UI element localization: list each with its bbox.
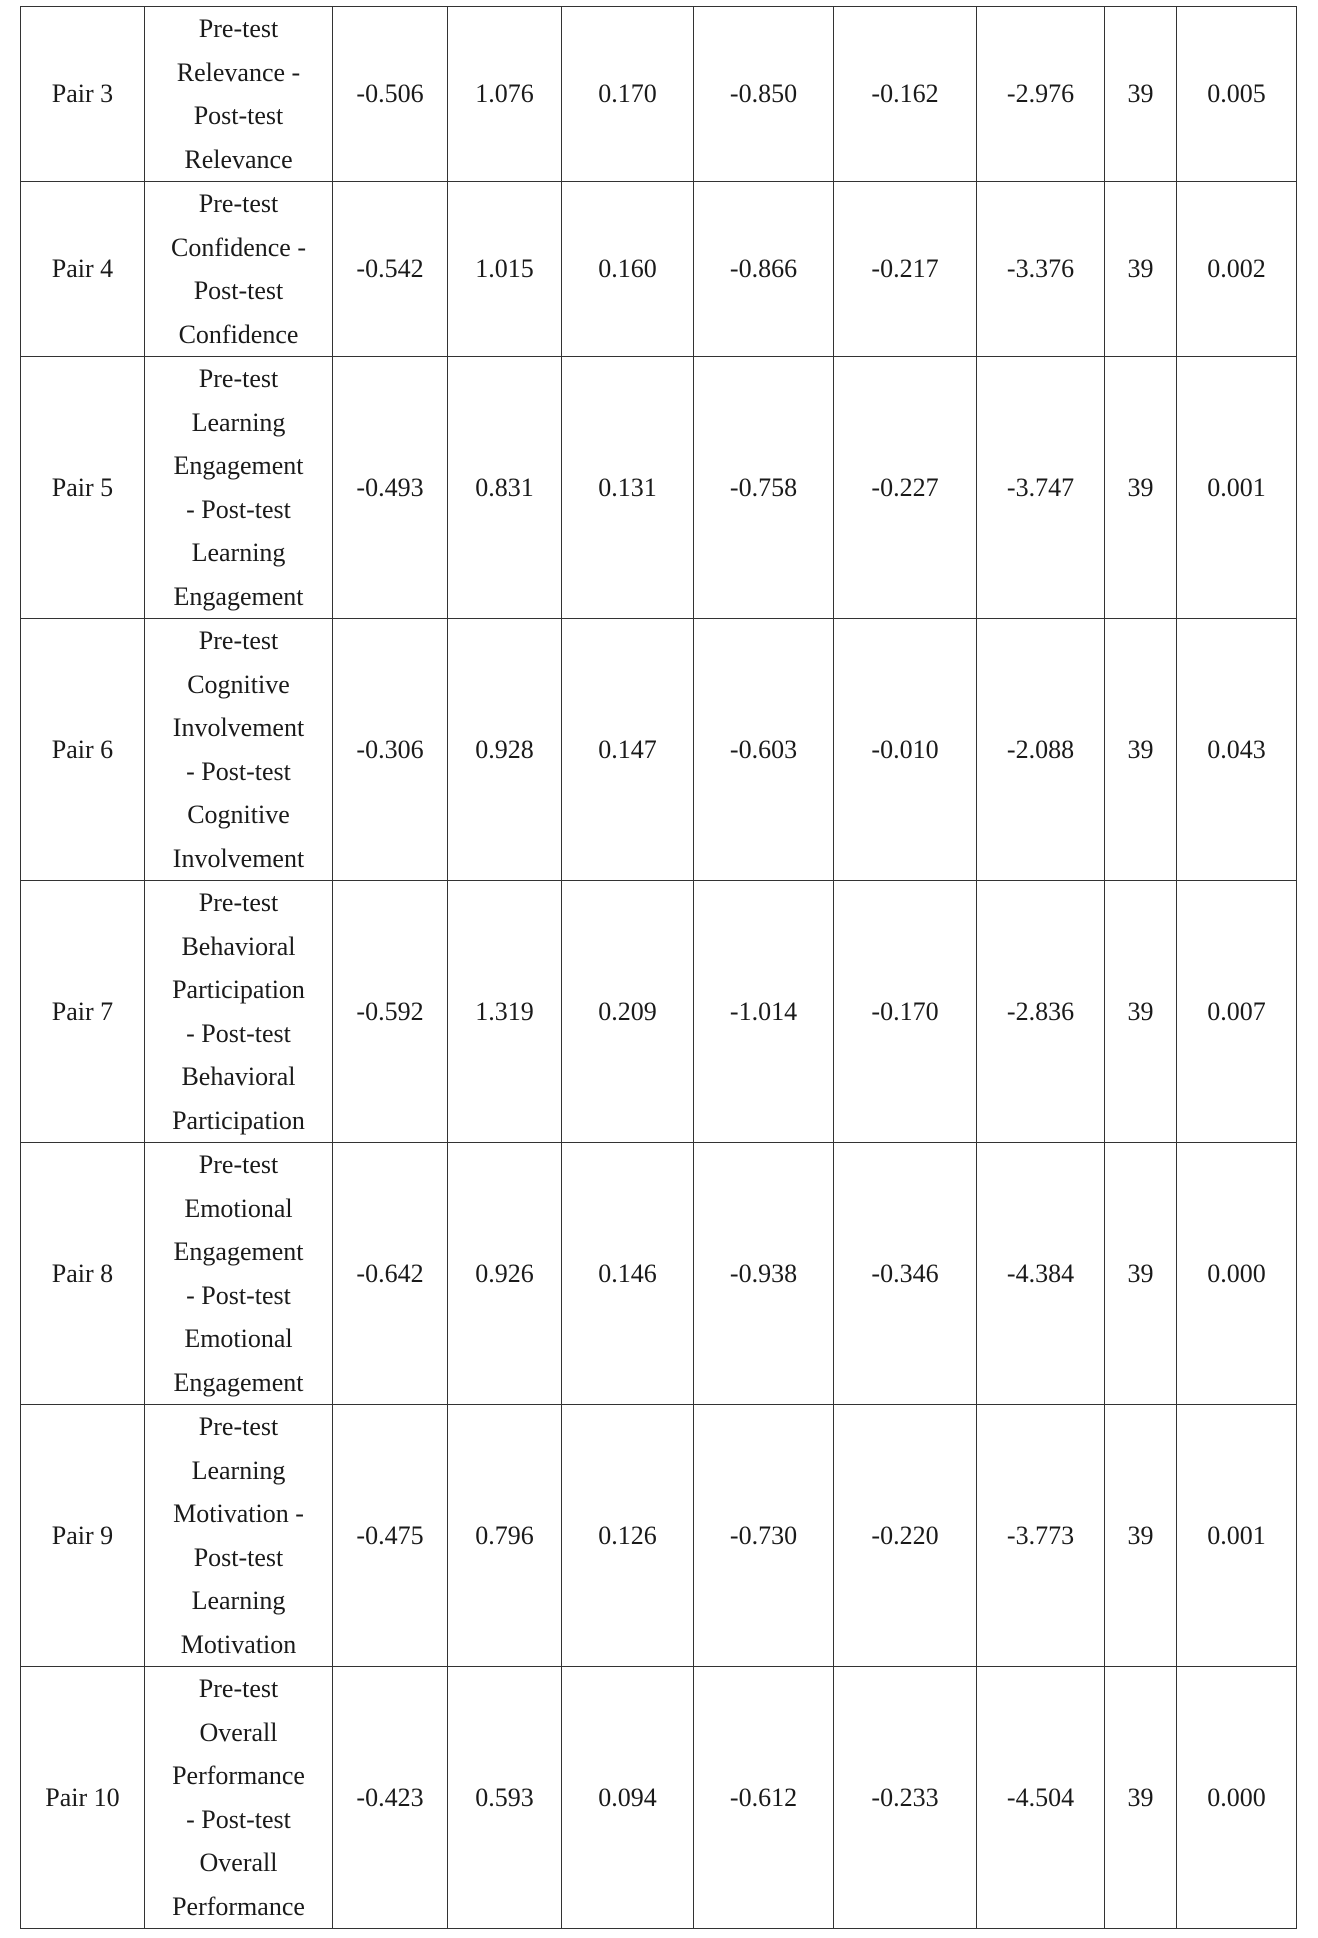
variable-pair-line: Overall <box>199 1848 278 1877</box>
pair-label-cell: Pair 5 <box>21 357 145 619</box>
sig-cell: 0.001 <box>1177 357 1297 619</box>
table-row <box>21 619 1297 881</box>
variable-pair-line: - Post-test <box>186 1280 291 1310</box>
df-cell: 39 <box>1105 619 1177 881</box>
std-deviation-cell: 0.928 <box>448 619 562 881</box>
t-value-cell: -3.773 <box>977 1405 1105 1667</box>
variable-pair-line: - Post-test <box>186 1018 291 1048</box>
variable-pair-line: Emotional <box>184 1324 293 1353</box>
pair-label-cell: Pair 6 <box>21 619 145 881</box>
variable-pair-line: Relevance <box>184 144 293 174</box>
table-row <box>21 881 1297 1143</box>
variable-pair-line: - Post-test <box>186 1804 291 1834</box>
variable-pair-line: Involvement <box>172 843 305 873</box>
t-value-cell: -4.384 <box>977 1143 1105 1405</box>
df-cell: 39 <box>1105 182 1177 357</box>
std-deviation-cell: 0.796 <box>448 1405 562 1667</box>
variable-pair-line: Pre-test <box>198 626 279 655</box>
variable-pair-line: Post-test <box>193 101 284 130</box>
pair-label-cell: Pair 3 <box>21 7 145 182</box>
variable-pair-line: - Post-test <box>186 756 291 786</box>
table-row <box>21 182 1297 357</box>
variable-pair-cell <box>145 182 333 357</box>
pair-label-cell: Pair 9 <box>21 1405 145 1667</box>
sig-cell: 0.002 <box>1177 182 1297 357</box>
ci-lower-cell: -0.603 <box>694 619 834 881</box>
df-cell: 39 <box>1105 1405 1177 1667</box>
mean-difference-cell: -0.592 <box>333 881 448 1143</box>
sig-cell: 0.000 <box>1177 1667 1297 1929</box>
variable-pair-line: Relevance - <box>176 57 301 87</box>
variable-pair-line: Overall <box>199 1717 278 1747</box>
variable-pair-line: Performance <box>172 1761 305 1790</box>
variable-pair-line: Participation <box>172 1105 305 1135</box>
paired-samples-table <box>20 6 1297 1929</box>
table-row <box>21 7 1297 182</box>
df-cell: 39 <box>1105 1143 1177 1405</box>
std-deviation-cell: 0.831 <box>448 357 562 619</box>
sig-cell: 0.000 <box>1177 1143 1297 1405</box>
ci-lower-cell: -0.612 <box>694 1667 834 1929</box>
sig-cell: 0.007 <box>1177 881 1297 1143</box>
mean-difference-cell: -0.475 <box>333 1405 448 1667</box>
pair-label-cell: Pair 10 <box>21 1667 145 1929</box>
variable-pair-line: Confidence <box>178 319 299 349</box>
std-error-mean-cell: 0.094 <box>562 1667 694 1929</box>
variable-pair-line: Engagement <box>173 451 304 480</box>
std-deviation-cell: 0.926 <box>448 1143 562 1405</box>
df-cell: 39 <box>1105 1667 1177 1929</box>
pair-label-cell: Pair 4 <box>21 182 145 357</box>
mean-difference-cell: -0.542 <box>333 182 448 357</box>
variable-pair-line: Pre-test <box>198 1412 279 1441</box>
variable-pair-line: Pre-test <box>198 14 279 43</box>
variable-pair-line: Involvement <box>172 713 305 742</box>
ci-upper-cell: -0.220 <box>834 1405 977 1667</box>
ci-lower-cell: -0.866 <box>694 182 834 357</box>
variable-pair-line: Engagement <box>173 1367 304 1397</box>
std-error-mean-cell: 0.209 <box>562 881 694 1143</box>
t-value-cell: -2.836 <box>977 881 1105 1143</box>
mean-difference-cell: -0.423 <box>333 1667 448 1929</box>
variable-pair-line: Cognitive <box>187 800 290 829</box>
t-value-cell: -2.976 <box>977 7 1105 182</box>
variable-pair-line: Behavioral <box>181 1062 296 1091</box>
ci-lower-cell: -0.758 <box>694 357 834 619</box>
ci-upper-cell: -0.233 <box>834 1667 977 1929</box>
sig-cell: 0.005 <box>1177 7 1297 182</box>
t-value-cell: -3.376 <box>977 182 1105 357</box>
pair-label-cell: Pair 7 <box>21 881 145 1143</box>
sig-cell: 0.001 <box>1177 1405 1297 1667</box>
variable-pair-line: Motivation <box>180 1629 297 1659</box>
std-error-mean-cell: 0.147 <box>562 619 694 881</box>
sig-cell: 0.043 <box>1177 619 1297 881</box>
mean-difference-cell: -0.642 <box>333 1143 448 1405</box>
table-row <box>21 1143 1297 1405</box>
mean-difference-cell: -0.306 <box>333 619 448 881</box>
std-error-mean-cell: 0.160 <box>562 182 694 357</box>
std-error-mean-cell: 0.126 <box>562 1405 694 1667</box>
table-row <box>21 1667 1297 1929</box>
ci-lower-cell: -0.938 <box>694 1143 834 1405</box>
variable-pair-cell <box>145 1405 333 1667</box>
variable-pair-line: Post-test <box>193 276 284 305</box>
ci-upper-cell: -0.170 <box>834 881 977 1143</box>
variable-pair-line: Emotional <box>184 1193 293 1223</box>
variable-pair-line: Engagement <box>173 1237 304 1266</box>
ci-lower-cell: -0.850 <box>694 7 834 182</box>
std-error-mean-cell: 0.131 <box>562 357 694 619</box>
variable-pair-line: Behavioral <box>181 931 296 961</box>
df-cell: 39 <box>1105 357 1177 619</box>
ci-upper-cell: -0.227 <box>834 357 977 619</box>
variable-pair-line: Cognitive <box>187 669 290 699</box>
ci-upper-cell: -0.162 <box>834 7 977 182</box>
variable-pair-cell <box>145 619 333 881</box>
variable-pair-cell <box>145 7 333 182</box>
df-cell: 39 <box>1105 7 1177 182</box>
variable-pair-cell <box>145 357 333 619</box>
std-deviation-cell: 1.015 <box>448 182 562 357</box>
t-value-cell: -4.504 <box>977 1667 1105 1929</box>
table-row <box>21 1405 1297 1667</box>
variable-pair-line: Pre-test <box>198 364 279 393</box>
variable-pair-line: Motivation - <box>173 1499 304 1528</box>
variable-pair-line: Learning <box>191 1586 286 1615</box>
ci-lower-cell: -1.014 <box>694 881 834 1143</box>
ci-upper-cell: -0.346 <box>834 1143 977 1405</box>
variable-pair-line: Engagement <box>173 581 304 611</box>
variable-pair-line: Post-test <box>193 1542 284 1572</box>
variable-pair-line: Learning <box>191 407 286 437</box>
variable-pair-line: Pre-test <box>198 189 279 218</box>
df-cell: 39 <box>1105 881 1177 1143</box>
variable-pair-line: - Post-test <box>186 494 291 524</box>
variable-pair-line: Pre-test <box>198 888 279 917</box>
variable-pair-line: Confidence - <box>170 232 306 262</box>
variable-pair-line: Learning <box>191 538 286 567</box>
std-deviation-cell: 1.076 <box>448 7 562 182</box>
t-value-cell: -3.747 <box>977 357 1105 619</box>
table-row <box>21 357 1297 619</box>
std-error-mean-cell: 0.170 <box>562 7 694 182</box>
variable-pair-line: Participation <box>172 975 305 1004</box>
variable-pair-cell <box>145 881 333 1143</box>
variable-pair-cell <box>145 1667 333 1929</box>
variable-pair-line: Learning <box>191 1455 286 1485</box>
variable-pair-line: Pre-test <box>198 1674 279 1703</box>
std-deviation-cell: 0.593 <box>448 1667 562 1929</box>
ci-lower-cell: -0.730 <box>694 1405 834 1667</box>
mean-difference-cell: -0.493 <box>333 357 448 619</box>
ci-upper-cell: -0.217 <box>834 182 977 357</box>
t-value-cell: -2.088 <box>977 619 1105 881</box>
std-error-mean-cell: 0.146 <box>562 1143 694 1405</box>
ci-upper-cell: -0.010 <box>834 619 977 881</box>
variable-pair-line: Performance <box>172 1891 305 1921</box>
variable-pair-line: Pre-test <box>198 1150 279 1179</box>
std-deviation-cell: 1.319 <box>448 881 562 1143</box>
table-body <box>21 7 1297 1929</box>
variable-pair-cell <box>145 1143 333 1405</box>
pair-label-cell: Pair 8 <box>21 1143 145 1405</box>
mean-difference-cell: -0.506 <box>333 7 448 182</box>
